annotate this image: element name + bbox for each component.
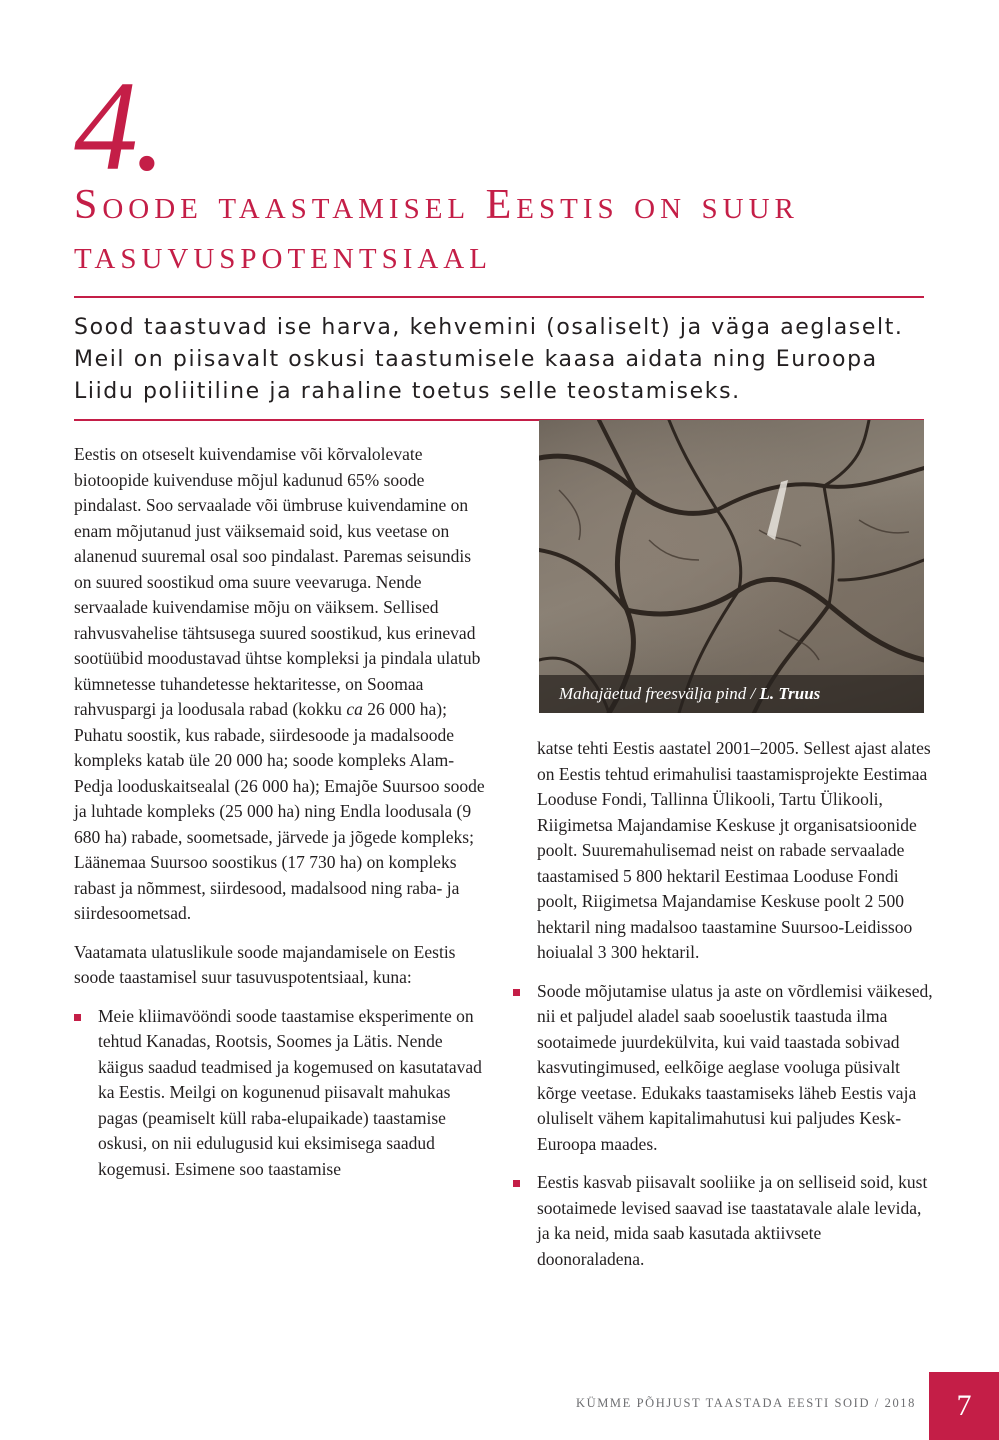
- cracked-peat-photo: [539, 420, 924, 713]
- ca-abbreviation: ca: [346, 699, 363, 719]
- list-item: [74, 1004, 486, 1183]
- bullet-text-1: Meie kliimavööndi soode taastamise eksperimente on tehtud Kanadas, Rootsis, Soomes ja Lätis. Nende käigus saadud teadmised ja kogemused on kasutatavad ka Eestis. Meilgi on kogunenud piisavalt mahukas pagas (peamiselt küll raba-elupaikade) taastamise oskusi, on nii edulugusid kui eksimisega saadud kogemusi. Esimene soo taastamise: [98, 1005, 482, 1179]
- crack-pattern: [539, 420, 924, 713]
- bullet-list-left: [74, 1004, 486, 1183]
- list-item: [513, 1170, 933, 1272]
- bullet-continuation: katse tehti Eestis aastatel 2001–2005. Sellest ajast alates on Eestis tehtud erimahulisi taastamisprojekte Eestimaa Looduse Fondi, Tallinna Ülikooli, Tartu Ülikooli, Riigimetsa Majandamise Keskuse jt organisatsioonide poolt. Suuremahulisemad neist on rabade servaalade taastamised 5 800 hektaril Eestimaa Looduse Fondi poolt, Riigimetsa Majandamise Keskuse poolt 2 500 hektaril ning madalsoo taastamine Suursoo-Leidissoo hoiualal 3 300 hektaril.: [537, 738, 931, 962]
- bullet-text-3: Eestis kasvab piisavalt sooliike ja on selliseid soid, kust sootaimede levised saavad ise taastatavale alale levida, ja ka neid, mida saab kasutada aktiivsete doonoraladena.: [537, 1172, 928, 1269]
- list-item: [513, 979, 933, 1158]
- chapter-number: 4.: [74, 55, 162, 197]
- lead-paragraph: Sood taastuvad ise harva, kehvemini (osaliselt) ja väga aeglaselt. Meil on piisavalt oskusi taastumisele kaasa aidata ning Euroopa Liidu poliitiline ja rahaline toetus selle teostamiseks.: [74, 315, 904, 404]
- bullet-list-right: [513, 979, 933, 1273]
- caption-author: L. Truus: [759, 684, 821, 703]
- running-footer: KÜMME PÕHJUST TAASTADA EESTI SOID / 2018: [575, 1396, 916, 1410]
- left-column: [74, 442, 486, 1195]
- chapter-title: Soode taastamisel Eestis on suur tasuvuspotentsiaal: [74, 182, 799, 278]
- body-paragraph-1: [74, 442, 486, 927]
- title-divider: [74, 296, 924, 298]
- bullet-square-icon: [74, 1014, 81, 1021]
- body-paragraph-2: Vaatamata ulatuslikule soode majandamisele on Eestis soode taastamisel suur tasuvuspotentsiaal, kuna:: [74, 941, 456, 987]
- body-paragraph-1-text-a: Eestis on otseselt kuivendamise või kõrvalolevate biotoopide kuivenduse mõjul kadunud 65% soode pindalast. Soo servaalade või ümbruse kuivendamine on enam mõjutanud just väiksemaid soid, kus veetase on alanenud suuremal osal soo pindalast. Paremas seisundis on suured soostikud oma suure veevaruga. Nende servaalade kuivendamise mõju on väiksem. Sellised rahvusvahelise tähtsusega suured soostikud, kus erinevad sootüübid moodustavad ühtse kompleksi ja pindala ulatub kümnetesse tuhandetesse hektaritesse, on Soomaa rahvuspargi ja loodusala rabad (kokku: [74, 444, 481, 719]
- page-number: 7: [929, 1372, 999, 1440]
- bullet-text-2: Soode mõjutamise ulatus ja aste on võrdlemisi väikesed, nii et paljudel aladel saab sooelustik taastuda ilma sootaimede juurdekülvita, kui vaid taastada sobivad kasvutingimused, eelkõige aeglase vooluga püsivalt kõrge veetase. Edukaks taastamiseks läheb Eestis vaja oluliselt vähem kapitalimahutusi kui paljudes Kesk-Euroopa maades.: [537, 980, 933, 1154]
- body-paragraph-1-text-b: 26 000 ha); Puhatu soostik, kus rabade, siirdesoode ja madalsoode kompleks katab üle 20 000 ha; soode kompleks Alam-Pedja looduskaitsealal (26 000 ha); Emajõe Suursoo soode ja luhtade kompleks (25 000 ha) ning Endla loodusala (9 680 ha) rabade, soometsade, järvede ja jõgede kompleks; Läänemaa Suursoo soostikus (17 730 ha) on kompleks rabast ja nõmmest, siirdesood, madalsood ning raba- ja siirdesoometsad.: [74, 699, 485, 923]
- right-column: [513, 736, 933, 1285]
- bullet-square-icon: [513, 1180, 520, 1187]
- bullet-square-icon: [513, 989, 520, 996]
- caption-text: Mahajäetud freesvälja pind /: [559, 684, 760, 703]
- photo-caption: [559, 684, 820, 704]
